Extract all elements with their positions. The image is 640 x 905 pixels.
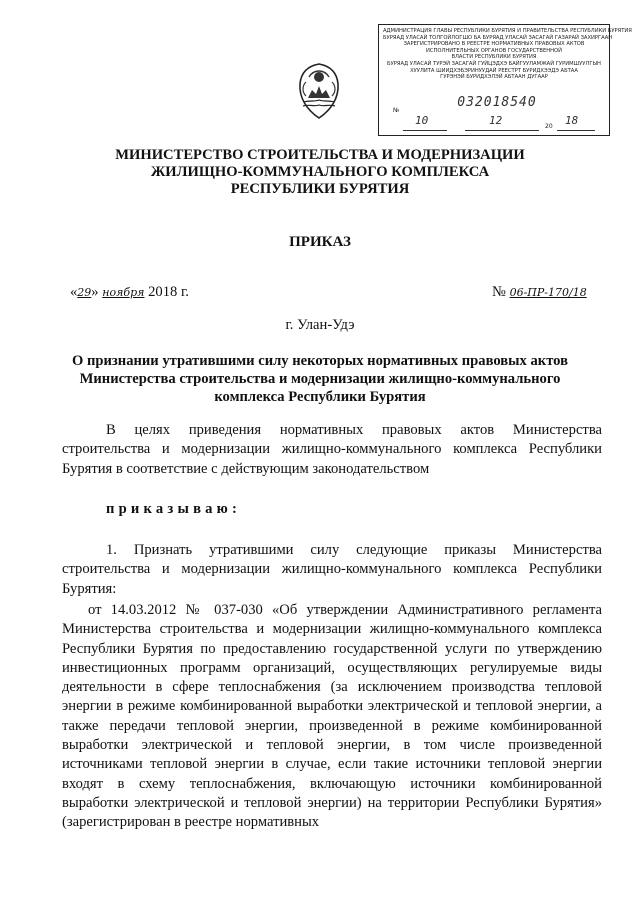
number-sign: № bbox=[492, 284, 506, 300]
stamp-line: ЗАРЕГИСТРИРОВАНО В РЕЕСТРЕ НОРМАТИВНЫХ ПРАВОВЫХ АКТОВ bbox=[403, 41, 585, 48]
stamp-month: 12 bbox=[489, 114, 503, 127]
stamp-line: ВЛАСТИ РЕСПУБЛИКИ БУРЯТИЯ bbox=[451, 54, 537, 61]
purpose-paragraph: В целях приведения нормативных правовых актов Министерства строительства и модернизации жилищно-коммунального комплекса Республики Бурятия в соответствие с действующим законодательством bbox=[62, 422, 602, 477]
order-number-line bbox=[492, 284, 587, 301]
close-quote: » bbox=[91, 284, 99, 300]
order-month: ноября bbox=[102, 286, 145, 299]
stamp-line: БУРЯАД УЛАСАЙ ТУРЭЙ ЗАСАГАЙ ГУЙЦЭДХЭ БАЙГУУЛАМЖАЙ ГУРИМШУУЛГЫН bbox=[387, 60, 601, 67]
ministry-line: МИНИСТЕРСТВО СТРОИТЕЛЬСТВА И МОДЕРНИЗАЦИИ bbox=[115, 147, 525, 163]
order-date bbox=[70, 284, 189, 301]
city: г. Улан-Удэ bbox=[285, 317, 355, 333]
stamp-line: ИСПОЛНИТЕЛЬНЫХ ОРГАНОВ ГОСУДАРСТВЕННОЙ bbox=[425, 47, 563, 54]
stamp-registration-number: 032018540 bbox=[457, 95, 537, 110]
order-number: 06-ПР-170/18 bbox=[509, 286, 587, 299]
ministry-line: ЖИЛИЩНО-КОММУНАЛЬНОГО КОМПЛЕКСА bbox=[150, 164, 490, 180]
stamp-line: ГУРЭНЭЙ БУРИДХЭЛЭЙ АБТААН ДУГААР bbox=[440, 74, 548, 81]
order-subject bbox=[62, 352, 578, 406]
stamp-year-prefix: 20 bbox=[545, 123, 553, 130]
stamp-number-label: № bbox=[393, 107, 400, 114]
item-1-sub-paragraph: от 14.03.2012 № 037-030 «Об утверждении Административного регламента Министерства строительства и модернизации жилищно-коммунального комплекса Республики Бурятия по предоставлению государственной услуги по утверждению инвестиционных программ организаций, осуществляющих регулируемые виды деятельности в сфере теплоснабжения (за исключением производства тепловой энергии в режиме комбинированной выработки электрической и тепловой энергии, а также передачи тепловой энергии, произведенной в режиме комбинированной выработки электрической и тепловой энергии, в том числе произведенной источниками тепловой энергии в случае, если такие источники тепловой энергии входят в схему теплоснабжения, включающую источники комбинированной выработки электрической и тепловой энергии) на территории Республики Бурятия» (зарегистрирован в реестре нормативных bbox=[62, 602, 602, 831]
open-quote: « bbox=[70, 284, 78, 300]
order-year: 2018 г. bbox=[148, 284, 189, 300]
order-day: 29 bbox=[77, 286, 92, 299]
stamp-date-row bbox=[393, 107, 599, 132]
stamp-line: БУРЯАД УЛАСАЙ ТОЛГОЙЛОГШО БА БУРЯАД УЛАСАЙ ЗАСАГАЙ ГАЗАРАЙ ЗАХИРГААН bbox=[383, 34, 613, 41]
stamp-year: 18 bbox=[565, 114, 579, 127]
coat-of-arms-icon bbox=[296, 62, 342, 120]
registration-stamp bbox=[378, 24, 632, 136]
stamp-day: 10 bbox=[415, 114, 429, 127]
subject-line: Министерства строительства и модернизации жилищно-коммунального bbox=[79, 371, 561, 387]
ministry-line: РЕСПУБЛИКИ БУРЯТИЯ bbox=[230, 181, 410, 197]
decree-word: приказываю: bbox=[106, 501, 242, 517]
order-title: ПРИКАЗ bbox=[289, 234, 351, 250]
ministry-heading bbox=[60, 147, 580, 198]
subject-line: О признании утратившими силу некоторых нормативных правовых актов bbox=[71, 353, 568, 369]
item-1-paragraph: 1. Признать утратившими силу следующие приказы Министерства строительства и модернизации жилищно-коммунального комплекса Республики Бурятия: bbox=[62, 542, 602, 597]
subject-line: комплекса Республики Бурятия bbox=[214, 389, 426, 405]
stamp-line: АДМИНИСТРАЦИЯ ГЛАВЫ РЕСПУБЛИКИ БУРЯТИЯ И ПРАВИТЕЛЬСТВА РЕСПУБЛИКИ БУРЯТИЯ bbox=[383, 28, 632, 34]
stamp-line: ХУУЛИТА ШИИДХЭБЭРИНУУДАЙ РЕЕСТРТ БУРИДХЭЭДЭ АБТАА bbox=[410, 67, 578, 74]
